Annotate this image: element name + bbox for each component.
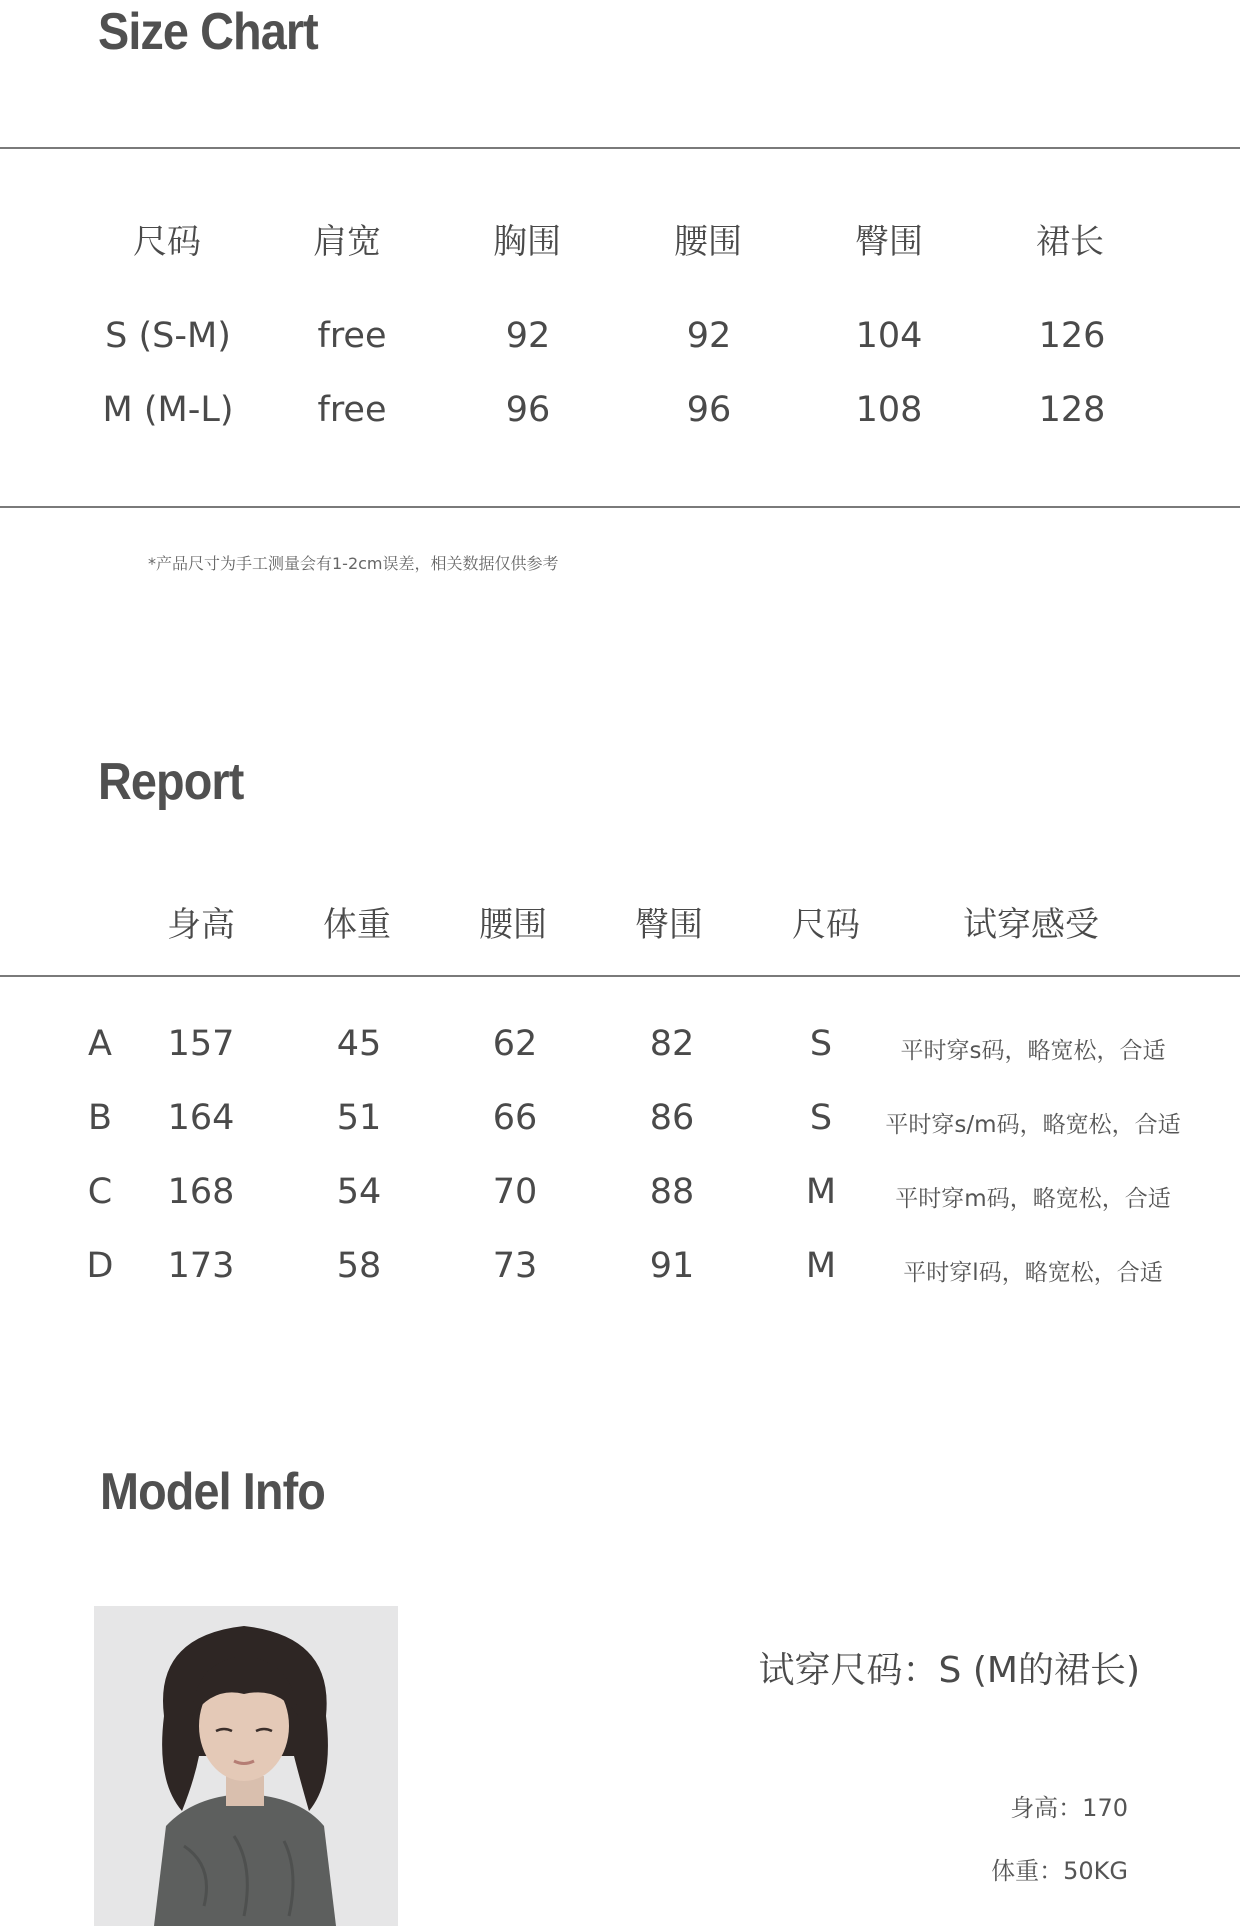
report-row-id: C: [87, 1172, 113, 1212]
size-chart-cell: free: [317, 390, 387, 430]
size-chart-header-size: 尺码: [133, 222, 201, 262]
measurement-note: *产品尺寸为手工测量会有1-2cm误差，相关数据仅供参考: [148, 554, 559, 573]
report-cell: 70: [492, 1172, 538, 1212]
size-chart-cell: S (S-M): [105, 316, 231, 356]
size-chart-cell: 96: [686, 390, 732, 430]
report-row-id: A: [88, 1024, 112, 1064]
report-header-size: 尺码: [792, 905, 860, 945]
report-cell: 51: [336, 1098, 382, 1138]
report-cell: 88: [649, 1172, 695, 1212]
report-cell: S: [809, 1098, 833, 1138]
report-cell: S: [809, 1024, 833, 1064]
report-fit-feel: 平时穿l码，略宽松，合适: [903, 1260, 1163, 1286]
size-chart-cell: 92: [686, 316, 732, 356]
report-header-height: 身高: [167, 905, 235, 945]
size-chart-cell: 128: [1038, 390, 1106, 430]
size-chart-cell: free: [317, 316, 387, 356]
report-header-fit-feel: 试穿感受: [963, 905, 1099, 945]
report-fit-feel: 平时穿m码，略宽松，合适: [895, 1186, 1171, 1212]
size-chart-header-waist: 腰围: [674, 222, 742, 262]
report-header-waist: 腰围: [479, 905, 547, 945]
report-row-id: B: [87, 1098, 113, 1138]
report-cell: 168: [167, 1172, 235, 1212]
report-cell: 62: [492, 1024, 538, 1064]
model-fit-size: 试穿尺码：S (M的裙长): [758, 1650, 1140, 1691]
size-chart-cell: M (M-L): [102, 390, 234, 430]
size-chart-header-shoulder: 肩宽: [313, 222, 381, 262]
report-header-hip: 臀围: [635, 905, 703, 945]
report-cell: 91: [649, 1246, 695, 1286]
model-height: 身高：170: [1010, 1794, 1128, 1822]
report-cell: 45: [336, 1024, 382, 1064]
report-cell: M: [805, 1246, 837, 1286]
report-cell: 82: [649, 1024, 695, 1064]
report-cell: 164: [167, 1098, 235, 1138]
size-chart-bottom-rule: [0, 506, 1240, 508]
model-illustration: [94, 1606, 398, 1926]
size-chart-cell: 96: [505, 390, 551, 430]
report-cell: 157: [167, 1024, 235, 1064]
report-header-rule: [0, 975, 1240, 977]
size-chart-cell: 104: [855, 316, 923, 356]
report-cell: 66: [492, 1098, 538, 1138]
size-chart-cell: 108: [855, 390, 923, 430]
report-header-weight: 体重: [323, 905, 391, 945]
size-chart-header-hip: 臀围: [855, 222, 923, 262]
model-photo: [94, 1606, 398, 1926]
report-cell: 173: [167, 1246, 235, 1286]
size-chart-header-chest: 胸围: [493, 222, 561, 262]
report-cell: M: [805, 1172, 837, 1212]
report-row-id: D: [86, 1246, 114, 1286]
size-chart-cell: 92: [505, 316, 551, 356]
report-title: Report: [98, 753, 244, 811]
size-chart-title: Size Chart: [98, 3, 318, 61]
report-fit-feel: 平时穿s码，略宽松，合适: [900, 1038, 1166, 1064]
size-chart-header-length: 裙长: [1036, 222, 1104, 262]
size-chart-cell: 126: [1038, 316, 1106, 356]
report-cell: 58: [336, 1246, 382, 1286]
size-chart-top-rule: [0, 147, 1240, 149]
report-cell: 73: [492, 1246, 538, 1286]
report-fit-feel: 平时穿s/m码，略宽松，合适: [885, 1112, 1181, 1138]
model-info-title: Model Info: [100, 1463, 325, 1521]
model-weight: 体重：50KG: [991, 1857, 1128, 1885]
report-cell: 54: [336, 1172, 382, 1212]
report-cell: 86: [649, 1098, 695, 1138]
